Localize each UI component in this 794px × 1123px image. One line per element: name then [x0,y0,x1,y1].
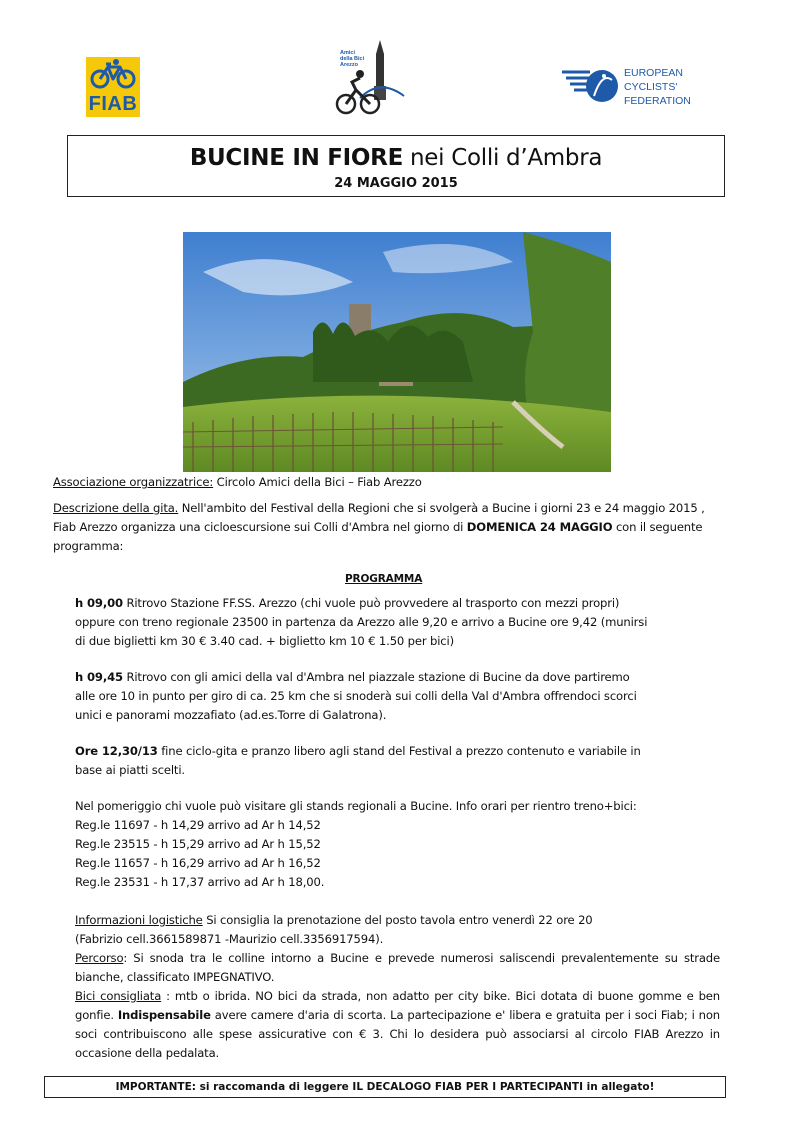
program-time: h 09,45 [75,670,123,684]
organizer-label: Associazione organizzatrice: [53,475,214,489]
organizer-line [53,473,422,492]
program-text: base ai piatti scelti. [75,763,185,777]
description-date: DOMENICA 24 MAGGIO [466,520,613,534]
amici-logo-text-3: Arezzo [340,62,359,68]
ecf-logo [560,62,700,112]
program-text: Ritrovo Stazione FF.SS. Arezzo (chi vuole può provvedere al trasporto con mezzi propri) [122,596,620,610]
description-tail: con il seguente programma: [53,520,703,553]
program-item-0945 [75,668,725,725]
program-time: Ore 12,30/13 [75,744,158,758]
landscape-photo [183,232,611,472]
logistics-label: Informazioni logistiche [75,913,203,927]
ecf-emblem-icon [560,62,622,112]
bike-tail: avere camere d'aria di scorta. La partecipazione e' libera e gratuita per i soci Fiab; i non soci contribuiscono alle spese assicurative con € 3. Chi lo desidera può associarsi al circolo FIAB Arezzo in occasione della pedalata. [75,1008,720,1060]
amici-logo-text-1: Amici [340,50,355,56]
program-heading: PROGRAMMA [345,573,423,585]
bike-strong: Indispensabile [117,1008,211,1022]
program-text: fine ciclo-gita e pranzo libero agli stand del Festival a prezzo contenuto e variabile in [157,744,641,758]
route-label: Percorso [75,951,124,965]
page-title [68,145,724,171]
ecf-text-2: CYCLISTS' [624,81,678,93]
train-row: Reg.le 11697 - h 14,29 arrivo ad Ar h 14,52 [75,818,321,832]
event-date: 24 MAGGIO 2015 [334,176,458,191]
program-text: unici e panorami mozzafiato (ad.es.Torre di Galatrona). [75,708,387,722]
program-text: Ritrovo con gli amici della val d'Ambra nel piazzale stazione di Bucine da dove partiremo [122,670,630,684]
amici-logo-text-2: della Bici [340,56,365,62]
logistics-section [75,911,720,1063]
ecf-text-3: FEDERATION [624,95,691,107]
trip-description [53,499,719,556]
route-text: : Si snoda tra le colline intorno a Bucine e prevede numerosi saliscendi prevalentemente su strade bianche, classificato IMPEGNATIVO. [75,951,720,984]
train-row: Reg.le 23531 - h 17,37 arrivo ad Ar h 18,00. [75,875,325,889]
program-text: alle ore 10 in punto per giro di ca. 25 km che si snoderà sui colli della Val d'Ambra offrendoci scorci [75,689,637,703]
train-row: Reg.le 23515 - h 15,29 arrivo ad Ar h 15,52 [75,837,321,851]
description-label: Descrizione della gita. [53,501,179,515]
afternoon-intro: Nel pomeriggio chi vuole può visitare gli stands regionali a Bucine. Info orari per rientro treno+bici: [75,799,637,813]
organizer-value: Circolo Amici della Bici – Fiab Arezzo [213,475,422,489]
program-text: di due biglietti km 30 € 3.40 cad. + biglietto km 10 € 1.50 per bici) [75,634,454,648]
bicycle-icon [86,57,140,91]
amici-della-bici-logo [330,38,410,118]
ecf-text-1: EUROPEAN [624,67,683,79]
train-row: Reg.le 11657 - h 16,29 arrivo ad Ar h 16,52 [75,856,321,870]
logistics-text: Si consiglia la prenotazione del posto tavola entro venerdì 22 ore 20 [202,913,593,927]
title-box [67,135,725,197]
contacts-line: (Fabrizio cell.3661589871 -Maurizio cell.3356917594). [75,932,384,946]
program-item-0900 [75,594,725,651]
bike-text: : mtb o ibrida. NO bici da strada, non adatto per city bike. Bici dotata di buone gomme e ben gonfie. [75,989,720,1022]
program-text: oppure con treno regionale 23500 in partenza da Arezzo alle 9,20 e arrivo a Bucine ore 9,42 (munirsi [75,615,648,629]
bike-label: Bici consigliata [75,989,162,1003]
fiab-logo-text: FIAB [86,91,140,117]
title-rest: nei Colli d’Ambra [403,145,603,171]
title-bold: BUCINE IN FIORE [189,145,403,171]
important-notice: IMPORTANTE: si raccomanda di leggere IL DECALOGO FIAB PER I PARTECIPANTI in allegato! [44,1076,726,1098]
program-time: h 09,00 [75,596,123,610]
fiab-logo [86,57,140,117]
description-text: Nell'ambito del Festival della Regioni che si svolgerà a Bucine i giorni 23 e 24 maggio 2015 , Fiab Arezzo organizza una cicloescursione sui Colli d'Ambra nel giorno di [53,501,705,534]
afternoon-trains [75,797,725,892]
program-item-1230 [75,742,725,780]
